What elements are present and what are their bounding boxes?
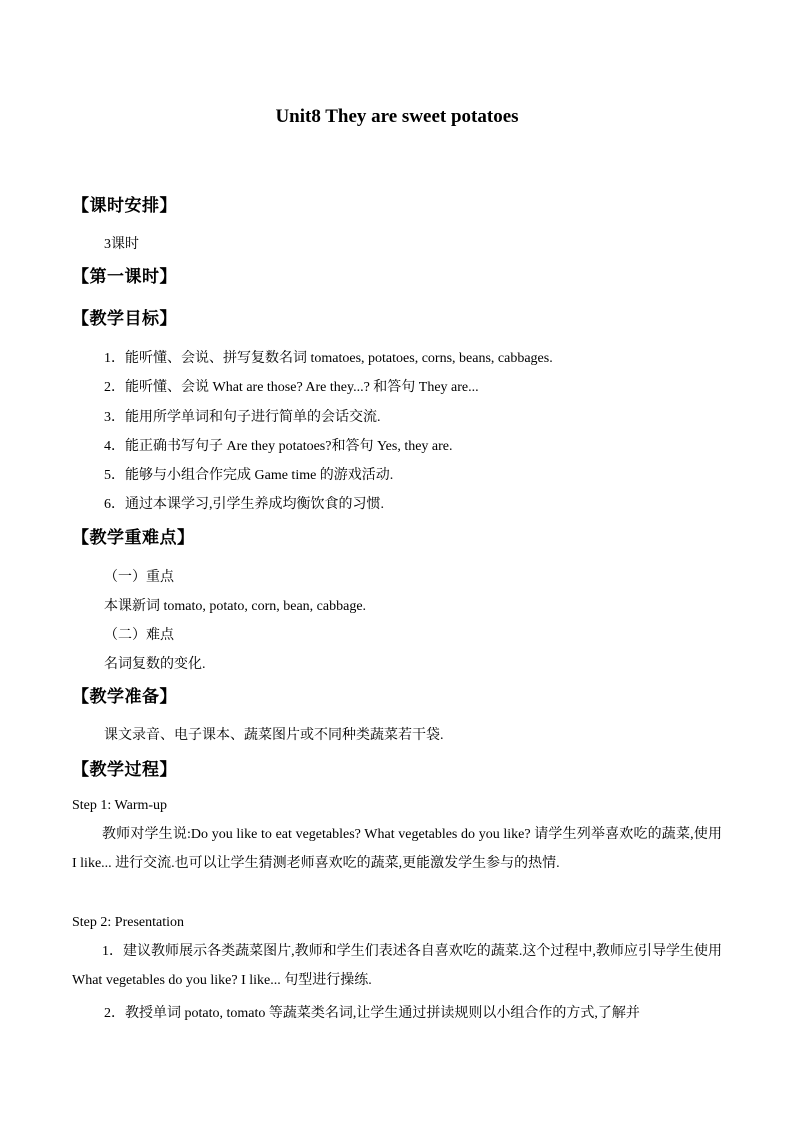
heading-process: 【教学过程】 — [72, 760, 177, 779]
goal-item-1: 1．能听懂、会说、拼写复数名词 tomatoes, potatoes, corns, beans, cabbages. — [104, 351, 553, 366]
goal-item-2: 2．能听懂、会说 What are those? Are they...? 和答句 They are... — [104, 380, 479, 395]
step-1-text: 教师对学生说:Do you like to eat vegetables? What vegetables do you like? 请学生列举喜欢吃的蔬菜,使用 I like... 进行交流.也可以让学生猜测老师喜欢吃的蔬菜,更能激发学生参与的热情. — [72, 827, 722, 871]
goal-item-3: 3．能用所学单词和句子进行简单的会话交流. — [104, 410, 381, 425]
goal-item-4: 4．能正确书写句子 Are they potatoes?和答句 Yes, they are. — [104, 439, 453, 454]
key-text-2: 名词复数的变化. — [104, 657, 206, 672]
schedule-text: 3课时 — [104, 237, 139, 252]
step-2-label: Step 2: Presentation — [72, 915, 184, 930]
goal-item-6: 6．通过本课学习,引学生养成均衡饮食的习惯. — [104, 497, 384, 512]
heading-prep: 【教学准备】 — [72, 687, 177, 706]
heading-schedule: 【课时安排】 — [72, 196, 177, 215]
step-2-text-1: 1．建议教师展示各类蔬菜图片,教师和学生们表述各自喜欢吃的蔬菜.这个过程中,教师应引导学生使用 What vegetables do you like? I like... 句型进行操练. — [72, 944, 722, 988]
heading-goals: 【教学目标】 — [72, 309, 177, 328]
heading-lesson1: 【第一课时】 — [72, 267, 177, 286]
prep-text: 课文录音、电子课本、蔬菜图片或不同种类蔬菜若干袋. — [104, 728, 444, 743]
step-2-text-2: 2．教授单词 potato, tomato 等蔬菜类名词,让学生通过拼读规则以小组合作的方式,了解并 — [104, 1006, 640, 1021]
key-text-1: 本课新词 tomato, potato, corn, bean, cabbage. — [104, 599, 367, 614]
key-sub-2: （二）难点 — [104, 628, 174, 643]
key-sub-1: （一）重点 — [104, 570, 174, 585]
step-1-label: Step 1: Warm-up — [72, 798, 168, 813]
goal-item-5: 5．能够与小组合作完成 Game time 的游戏活动. — [104, 468, 394, 483]
document-title: Unit8 They are sweet potatoes — [275, 106, 519, 127]
heading-key-points: 【教学重难点】 — [72, 528, 195, 547]
